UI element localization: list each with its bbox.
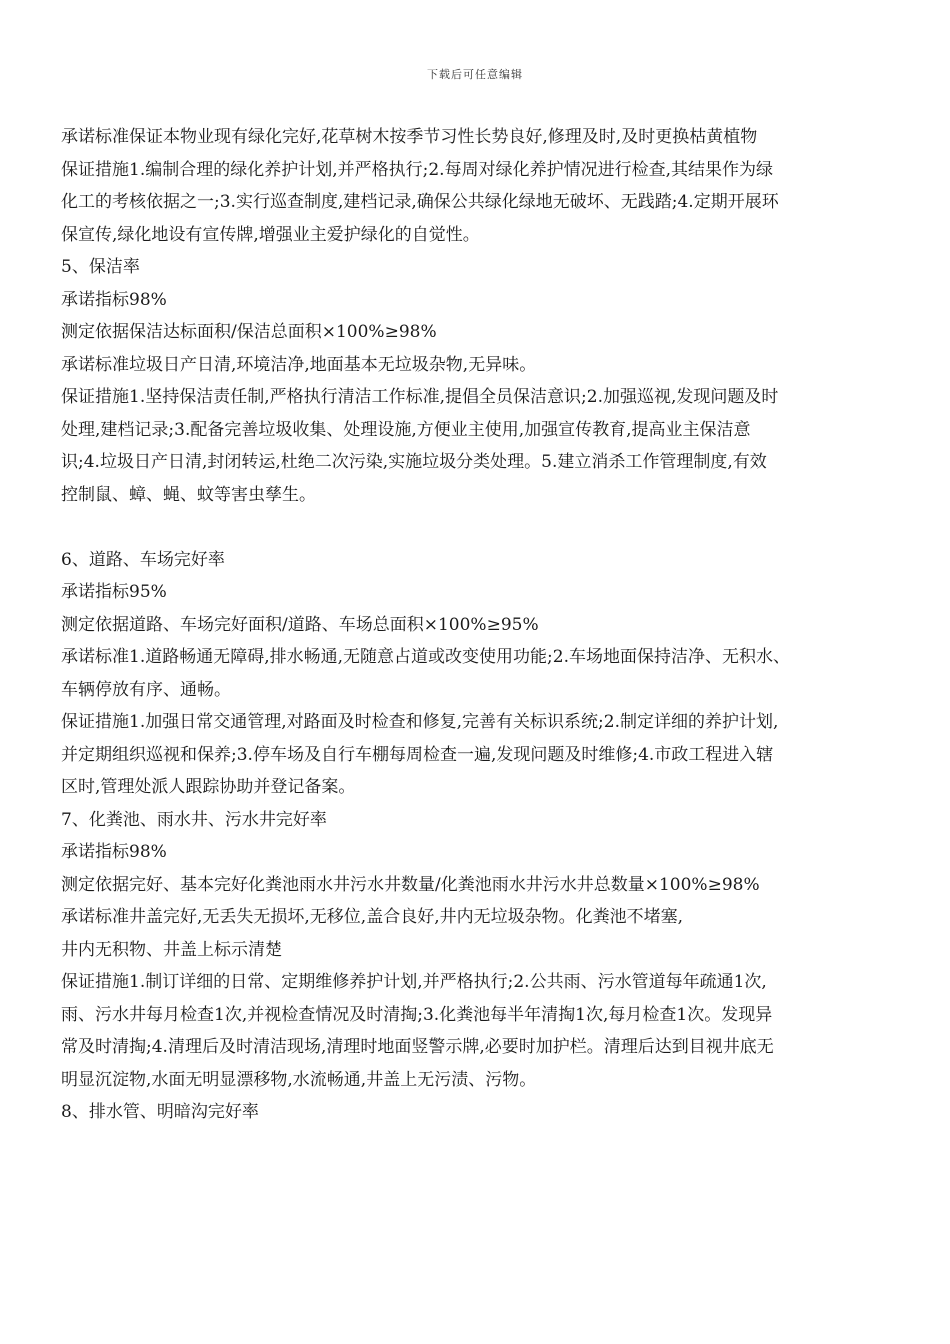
text-line: 承诺标准垃圾日产日清,环境洁净,地面基本无垃圾杂物,无异味。 (61, 354, 537, 375)
text-line: 保证措施1.制订详细的日常、定期维修养护计划,并严格执行;2.公共雨、污水管道每年疏通1次, (61, 972, 767, 992)
text-line: 区时,管理处派人跟踪协助并登记备案。 (61, 777, 356, 797)
text-line: 化工的考核依据之一;3.实行巡查制度,建档记录,确保公共绿化绿地无破坏、无践踏;4.定期开展环 (61, 192, 779, 212)
text-line: 雨、污水井每月检查1次,并视检查情况及时清掏;3.化粪池每半年清掏1次,每月检查1次。发现异 (61, 1004, 773, 1025)
blank-line (61, 511, 891, 544)
text-line: 保宣传,绿化地设有宣传牌,增强业主爱护绿化的自觉性。 (61, 224, 480, 245)
document-body (61, 121, 891, 1129)
text-line: 保证措施1.加强日常交通管理,对路面及时检查和修复,完善有关标识系统;2.制定详细的养护计划, (61, 712, 779, 732)
section-heading: 5、保洁率 (61, 257, 140, 277)
text-line: 保证措施1.坚持保洁责任制,严格执行清洁工作标准,提倡全员保洁意识;2.加强巡视,发现问题及时 (61, 387, 779, 407)
text-line: 承诺指标95% (61, 582, 167, 602)
section-heading: 7、化粪池、雨水井、污水井完好率 (61, 809, 327, 830)
page-header: 下载后可任意编辑 (427, 68, 523, 81)
text-line: 处理,建档记录;3.配备完善垃圾收集、处理设施,方便业主使用,加强宣传教育,提高业主保洁意 (61, 419, 751, 440)
text-line: 承诺指标98% (61, 289, 167, 310)
text-line: 井内无积物、井盖上标示清楚 (61, 939, 282, 960)
section-heading: 8、排水管、明暗沟完好率 (61, 1102, 259, 1122)
text-line: 并定期组织巡视和保养;3.停车场及自行车棚每周检查一遍,发现问题及时维修;4.市政工程进入辖 (61, 744, 774, 765)
text-line: 承诺标准保证本物业现有绿化完好,花草树木按季节习性长势良好,修理及时,及时更换枯黄植物 (61, 127, 758, 147)
text-line: 承诺标准1.道路畅通无障碍,排水畅通,无随意占道或改变使用功能;2.车场地面保持洁净、无积水、 (61, 647, 790, 667)
section-heading: 6、道路、车场完好率 (61, 549, 225, 570)
text-line: 测定依据道路、车场完好面积/道路、车场总面积×100%≥95% (61, 614, 539, 635)
text-line: 控制鼠、蟑、蝇、蚊等害虫孳生。 (61, 484, 316, 505)
text-line: 识;4.垃圾日产日清,封闭转运,杜绝二次污染,实施垃圾分类处理。5.建立消杀工作管理制度,有效 (61, 452, 767, 472)
text-line: 测定依据完好、基本完好化粪池雨水井污水井数量/化粪池雨水井污水井总数量×100%≥98% (61, 874, 760, 895)
text-line: 承诺标准井盖完好,无丢失无损坏,无移位,盖合良好,井内无垃圾杂物。化粪池不堵塞, (61, 907, 684, 927)
text-line: 承诺指标98% (61, 842, 167, 862)
text-line: 车辆停放有序、通畅。 (61, 679, 231, 700)
text-line: 明显沉淀物,水面无明显漂移物,水流畅通,井盖上无污渍、污物。 (61, 1069, 537, 1090)
text-line: 常及时清掏;4.清理后及时清洁现场,清理时地面竖警示牌,必要时加护栏。清理后达到目视井底无 (61, 1037, 774, 1057)
text-line: 测定依据保洁达标面积/保洁总面积×100%≥98% (61, 322, 437, 342)
text-line: 保证措施1.编制合理的绿化养护计划,并严格执行;2.每周对绿化养护情况进行检查,其结果作为绿 (61, 159, 773, 180)
